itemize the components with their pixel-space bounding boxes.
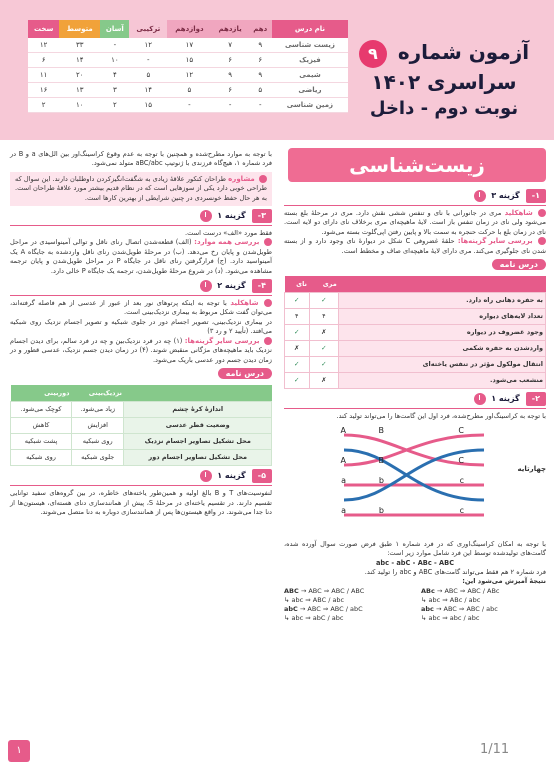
lesson-label: درس نامه [218, 368, 272, 379]
q4-text: با توجه به اینکه پرتوهای نور بعد از عبور از عدسی از هم فاصله گرفته‌اند، می‌توان گفت شکل مربوط به بیماری نزدیک‌بینی است. [10, 299, 272, 317]
advice-text: طراحان کنکور علاقهٔ زیادی به شگفت‌انگیزکردن داوطلبان دارند. این سوال که طراحی خوبی دارد یکی از سوزهایی است که در نظام قدیم بیشتر مورد علاقهٔ طراحان است. به هر حال حفظ خونسردی در چنین شرایطی از بهترین کارها است. [15, 174, 267, 202]
eye-compare-table: نزدیک‌بینی دوربینی اندازهٔ کرهٔ چشم زیاد می‌شود. کوچک می‌شود. وضعیت قطر عدسی افزایش کاهش محل تشکیل تصاویر اجسام نزدیک روی شبکیه پشت شبکیه محل تشکیل تصاویر اجسام دور جلوی شبکیه روی شبکیه [10, 385, 272, 466]
exam-header [0, 0, 554, 140]
svg-text:a: a [341, 505, 346, 515]
question-5-header [10, 469, 272, 486]
clock-icon [200, 210, 212, 222]
cross-block: ABc → ABC ⇒ ABC / ABc ↳ abc ⇒ ABc / abc [421, 586, 500, 604]
svg-text:c: c [459, 505, 464, 515]
left-column [10, 150, 272, 518]
q3-tag: بررسی همه موارد: [194, 238, 260, 247]
advice-box [10, 172, 272, 206]
q3-body: (الف) قطعه‌شدن اتصال رنای ناقل و توالی آمینواسیدی در مراحل طویل‌شدن و پایان رخ می‌دهد. (ب) در مرحلهٔ طویل‌شدن رنای ناقل واردشده به جایگاه A یک آمینواسید دارد. (ج) فرارگرفتن رنای ناقل در جایگاه P در مراحل طویل‌شدن و پایان ترجمه مشاهده می‌شود. (د) در شروع مرحلهٔ طویل‌شدن، ترجمه یک جایگاه P خالی دارد. [10, 238, 272, 275]
stats-row: زیست شناسی ۹ ۷ ۱۷ ۱۲ - ۳۳ ۱۲ [28, 38, 348, 53]
page-indicator: 1/11 [480, 742, 510, 757]
clock-icon [200, 470, 212, 482]
chromosome-diagram [284, 425, 546, 537]
stats-row: زمین شناسی - - - ۱۵ ۲ ۱۰ ۲ [28, 98, 348, 113]
title-line2: سراسری ۱۴۰۲ [371, 69, 517, 94]
table-row: وضعیت قطر عدسی افزایش کاهش [11, 418, 272, 434]
th-combined: ترکیبی [129, 20, 167, 38]
exam-title [344, 38, 544, 133]
question-4-header [10, 279, 272, 296]
gametes-list: abc - abC - ABc - ABC [375, 558, 455, 567]
table-row: محل تشکیل تصاویر اجسام دور جلوی شبکیه روی شبکیه [11, 450, 272, 466]
crossing-over-svg [284, 425, 546, 537]
exam-stats-table [28, 20, 348, 113]
q2-result: نتیجهٔ آمیزش می‌شود این: [462, 577, 546, 586]
question-2-answer: گزینه ۱ [491, 394, 520, 404]
question-3-number: ۳- [252, 209, 272, 223]
th-grade12: دوازدهم [167, 20, 211, 38]
q1-tag: شاهکلید [504, 209, 533, 217]
right-column [284, 186, 546, 623]
question-2-number: ۲- [526, 392, 546, 406]
q1-other-text: حلقهٔ غضروفی C شکل در دیوارهٔ نای وجود دارد و از بسته شدن نای جلوگیری می‌کند. مری دارای لایهٔ ماهیچه‌ای صاف و مخطط است. [284, 237, 546, 255]
q4-other-tag: بررسی سایر گزینه‌ها: [184, 336, 260, 345]
cross-block: abC → ABC ⇒ ABC / abC ↳ abc ⇒ abC / abc [284, 604, 363, 622]
stats-row: شیمی ۹ ۹ ۱۲ ۵ ۴ ۲۰ ۱۱ [28, 68, 348, 83]
question-1-header [284, 189, 546, 206]
table-row: محل تشکیل تصاویر اجسام نزدیک روی شبکیه پشت شبکیه [11, 434, 272, 450]
q4-body: در بیماری نزدیک‌بینی، تصویر اجسام دور در جلوی شبکیه و تصویر اجسام نزدیک روی شبکیه می‌افتد. (تأیید ۲ و رد ۳) [10, 317, 272, 336]
question-4-number: ۴- [252, 279, 272, 293]
page-number-badge: ۱ [8, 740, 30, 762]
question-5-number: ۵- [252, 469, 272, 483]
title-line3: نوبت دوم - داخل [369, 97, 519, 119]
check-icon [538, 237, 546, 245]
clock-icon [200, 280, 212, 292]
stats-row: ریاضی ۵ ۶ ۵ ۱۴ ۳ ۱۳ ۱۶ [28, 83, 348, 98]
tetrad-label: چهارتایه [517, 464, 546, 473]
svg-text:b: b [378, 475, 384, 485]
th-medium: متوسط [59, 20, 100, 38]
subject-banner: زیست‌شناسی [288, 148, 546, 182]
table-row: واردشدن به حفره شکمی ✓ ✗ [285, 341, 546, 357]
question-3-header [10, 209, 272, 226]
title-line1: آزمون شماره [397, 40, 530, 64]
cross-results [284, 587, 546, 623]
th-subject: نام درس [272, 20, 348, 38]
q4-other-text: (۱) چه در فرد نزدیک‌بین و چه در فرد سالم، برای دیدن اجسام نزدیک باید ماهیچه‌های مژگانی منقبض شوند. (۴) در زمان دیدن جسم نزدیک، عدسی قطور و در زمان دیدن جسم دور عدسی باریک می‌شود. [10, 336, 272, 364]
clock-icon [474, 393, 486, 405]
key-icon [538, 209, 546, 217]
compare-table: مری نای به حفره دهانی راه دارد. ✓ ✓ تعداد لایه‌های دیواره ۴ ۴ وجود غضروف در دیواره ✗ ✓ واردشدن به حفره شکمی ✓ ✗ انتقال مولکول مؤثر در تنفس یاخته‌ای ✓ ✓ منشعب می‌شود. ✗ ✓ [284, 276, 546, 389]
th-grade11: یازدهم [212, 20, 249, 38]
lesson-label: درس نامه [492, 259, 546, 270]
svg-text:c: c [459, 475, 464, 485]
question-1-answer: گزینه ۳ [491, 191, 520, 200]
table-row: منشعب می‌شود. ✗ ✓ [285, 373, 546, 389]
cross-block: ABC → ABC ⇒ ABC / ABC ↳ abc ⇒ ABC / abc [284, 586, 365, 604]
stats-row: فیزیک ۶ ۶ ۱۵ - ۱۰ ۱۴ ۶ [28, 53, 348, 68]
q1-other-tag: بررسی سایر گزینه‌ها: [457, 237, 533, 246]
cross-block: abc → ABC ⇒ ABC / abc ↳ abc ⇒ abc / abc [421, 604, 498, 622]
svg-text:A: A [340, 455, 346, 465]
table-row: تعداد لایه‌های دیواره ۴ ۴ [285, 309, 546, 325]
table-row: به حفره دهانی راه دارد. ✓ ✓ [285, 293, 546, 309]
clock-icon [474, 190, 486, 202]
q3-text: فقط مورد «الف» درست است. [185, 229, 272, 238]
question-1-number: ۱- [526, 189, 546, 203]
th-hard: سخت [28, 20, 59, 38]
exam-number-badge: ۹ [359, 40, 387, 68]
q5-text: لنفوسیت‌های T و B بالغ اولیه و همین‌طور یاخته‌های خاطره، در بین گروه‌های سفید توانایی تقسیم دارند. در تقسیم یاخته‌ای در مرحلهٔ S، پیش از همانندسازی دنای هسته‌ای، هیستون‌ها از دنا جدا می‌شوند. در واقع هیستون‌ها پس از همانندسازی دوباره به دنا متصل می‌شوند. [10, 489, 272, 517]
question-5-answer: گزینه ۱ [217, 471, 246, 481]
svg-text:b: b [378, 505, 384, 515]
q4-tag: شاهکلید [230, 299, 259, 308]
question-3-answer: گزینه ۱ [217, 211, 246, 221]
q2-text2: با توجه به امکان کراسینگ‌اوری که در فرد شماره ۱ طبق فرض صورت سوال آورده شده، گامت‌های تولیدشده توسط این فرد شامل موارد زیر است: [284, 539, 547, 558]
table-row: وجود غضروف در دیواره ✗ ✓ [285, 325, 546, 341]
advice-icon [259, 175, 267, 183]
table-row: انتقال مولکول مؤثر در تنفس یاخته‌ای ✓ ✓ [285, 357, 546, 373]
table-row: اندازهٔ کرهٔ چشم زیاد می‌شود. کوچک می‌شود. [11, 402, 272, 418]
th-grade10: دهم [249, 20, 272, 38]
svg-text:a: a [341, 475, 346, 485]
svg-text:C: C [458, 425, 464, 435]
q2-text3: فرد شماره ۲ هم فقط می‌تواند گامت‌های ABC و abc را تولید کند. [364, 568, 546, 577]
question-2-header [284, 392, 546, 409]
svg-text:A: A [340, 425, 346, 435]
svg-text:B: B [378, 455, 384, 465]
svg-text:C: C [458, 455, 464, 465]
check-icon [264, 238, 272, 246]
q1-text: مری در جانورانی با نای و تنفس ششی نقش دارد. مری در مرحلهٔ بلع بسته می‌شود ولی نای در زمان تنفس باز است. لایهٔ ماهیچه‌ای مری برخلاف نای دارای دو لایه است. نای در زمان بلع با حرکت حنجره به سمت بالا و پایین رفتن اپی‌گلوت بسته می‌شود. [284, 209, 546, 236]
advice-tag: مشاوره [228, 174, 255, 183]
question-4-answer: گزینه ۲ [217, 281, 246, 291]
key-icon [264, 299, 272, 307]
th-easy: آسان [100, 20, 129, 38]
q2-text: با توجه به کراسینگ‌اور مطرح‌شده، فرد اول این گامت‌ها را می‌تواند تولید کند. [336, 412, 546, 421]
svg-text:B: B [378, 425, 384, 435]
top-text: با توجه به موارد مطرح‌شده و همچنین با توجه به عدم وقوع کراسینگ‌اور بین الل‌های a و B در فرد شماره ۱، هیچ‌گاه فرزندی با ژنوتیپ aBC/abc متولد نمی‌شود. [10, 150, 272, 168]
check-icon [264, 337, 272, 345]
